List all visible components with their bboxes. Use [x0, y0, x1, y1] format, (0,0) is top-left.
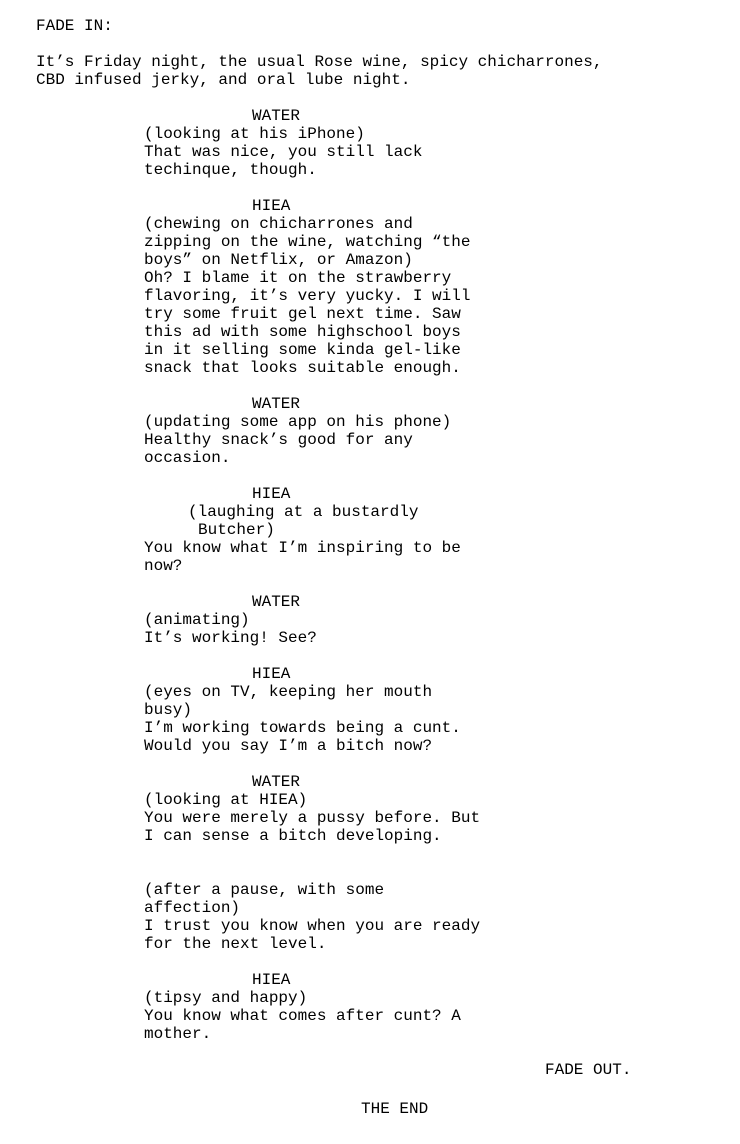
action-line: CBD infused jerky, and oral lube night.: [36, 71, 411, 89]
parenthetical: (looking at HIEA): [144, 791, 308, 809]
parenthetical: boys” on Netflix, or Amazon): [144, 251, 413, 269]
dialogue-line: techinque, though.: [144, 161, 317, 179]
parenthetical: (updating some app on his phone): [144, 413, 452, 431]
dialogue-line: flavoring, it’s very yucky. I will: [144, 287, 471, 305]
parenthetical: (eyes on TV, keeping her mouth: [144, 683, 433, 701]
parenthetical: (animating): [144, 611, 250, 629]
dialogue-line: Would you say I’m a bitch now?: [144, 737, 433, 755]
parenthetical: (laughing at a bustardly: [188, 503, 419, 521]
dialogue-line: mother.: [144, 1025, 212, 1043]
dialogue-line: I’m working towards being a cunt.: [144, 719, 461, 737]
dialogue-line: It’s working! See?: [144, 629, 317, 647]
dialogue-line: try some fruit gel next time. Saw: [144, 305, 461, 323]
dialogue-line: I can sense a bitch developing.: [144, 827, 442, 845]
character-name: WATER: [252, 773, 301, 791]
character-name: WATER: [252, 395, 301, 413]
parenthetical: (tipsy and happy): [144, 989, 308, 1007]
parenthetical: affection): [144, 899, 241, 917]
dialogue-line: That was nice, you still lack: [144, 143, 423, 161]
the-end: THE END: [361, 1100, 429, 1118]
dialogue-line: You were merely a pussy before. But: [144, 809, 481, 827]
dialogue-line: I trust you know when you are ready: [144, 917, 481, 935]
action-line: It’s Friday night, the usual Rose wine, spicy chicharrones,: [36, 53, 603, 71]
transition: FADE OUT.: [545, 1061, 632, 1079]
dialogue-line: snack that looks suitable enough.: [144, 359, 461, 377]
dialogue-line: now?: [144, 557, 183, 575]
parenthetical: Butcher): [198, 521, 275, 539]
character-name: WATER: [252, 593, 301, 611]
parenthetical: zipping on the wine, watching “the: [144, 233, 471, 251]
character-name: WATER: [252, 107, 301, 125]
character-name: HIEA: [252, 665, 291, 683]
parenthetical: (chewing on chicharrones and: [144, 215, 413, 233]
character-name: HIEA: [252, 485, 291, 503]
character-name: HIEA: [252, 197, 291, 215]
dialogue-line: in it selling some kinda gel-like: [144, 341, 461, 359]
dialogue-line: this ad with some highschool boys: [144, 323, 461, 341]
character-name: HIEA: [252, 971, 291, 989]
dialogue-line: for the next level.: [144, 935, 327, 953]
parenthetical: (after a pause, with some: [144, 881, 385, 899]
dialogue-line: You know what I’m inspiring to be: [144, 539, 461, 557]
dialogue-line: occasion.: [144, 449, 231, 467]
dialogue-line: You know what comes after cunt? A: [144, 1007, 461, 1025]
parenthetical: busy): [144, 701, 193, 719]
dialogue-line: Oh? I blame it on the strawberry: [144, 269, 452, 287]
dialogue-line: Healthy snack’s good for any: [144, 431, 413, 449]
parenthetical: (looking at his iPhone): [144, 125, 365, 143]
scene-heading: FADE IN:: [36, 17, 113, 35]
